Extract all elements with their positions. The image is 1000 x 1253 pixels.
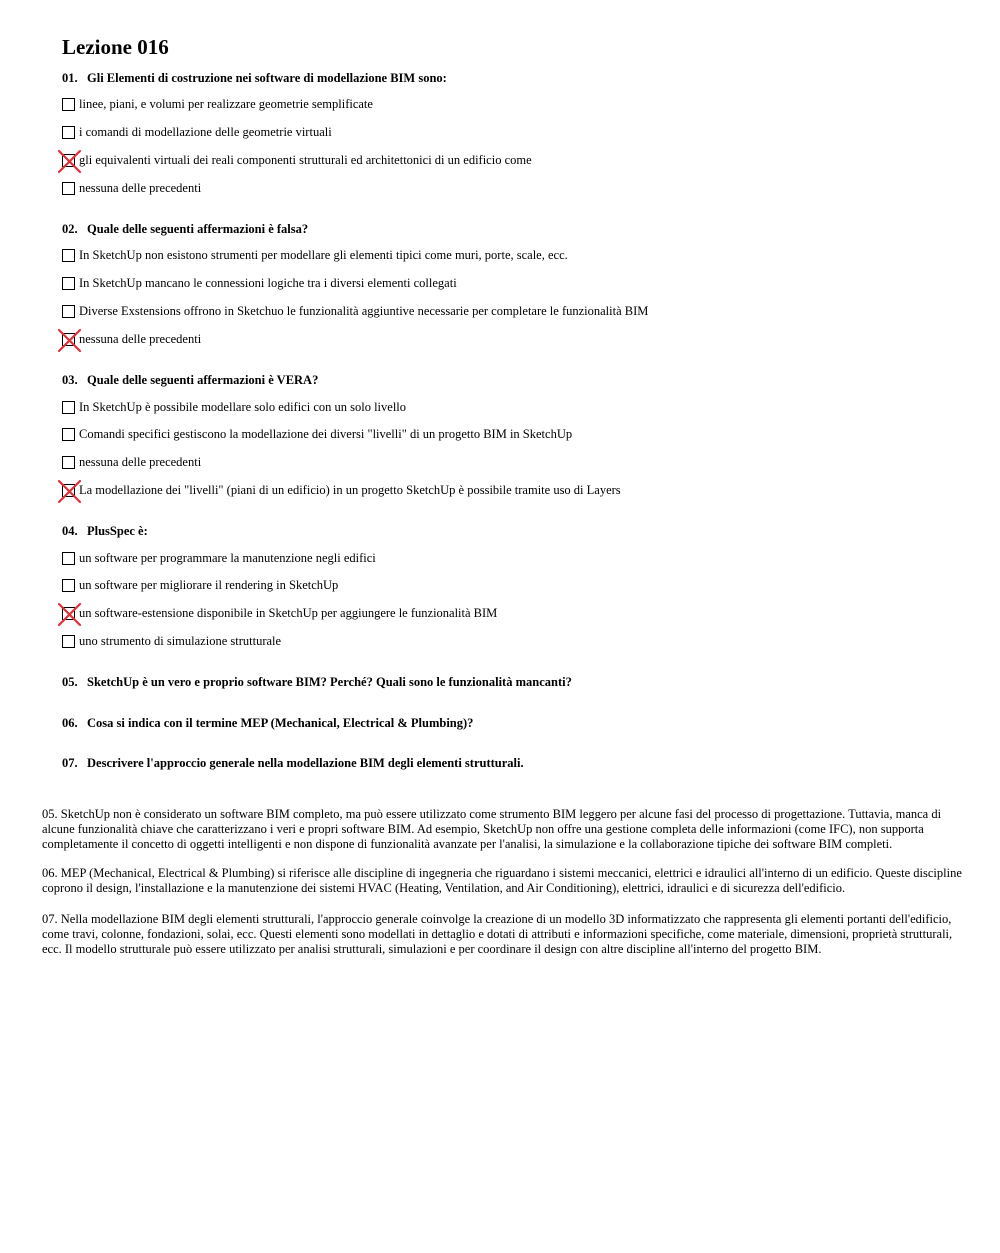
question-07 xyxy=(62,755,524,771)
check-x-icon xyxy=(57,602,82,627)
question-05 xyxy=(62,674,572,690)
option-label: i comandi di modellazione delle geometrie virtuali xyxy=(79,125,332,139)
option xyxy=(62,633,281,649)
option-label: nessuna delle precedenti xyxy=(79,455,202,469)
question-text: SketchUp è un vero e proprio software BIM? Perché? Quali sono le funzionalità mancanti? xyxy=(87,675,572,689)
checkbox[interactable] xyxy=(62,607,75,620)
option-label: Comandi specifici gestiscono la modellazione dei diversi "livelli" di un progetto BIM in SketchUp xyxy=(79,427,573,441)
question-number: 06. xyxy=(62,716,78,730)
option-label: La modellazione dei "livelli" (piani di un edificio) in un progetto SketchUp è possibile tramite uso di Layers xyxy=(79,483,621,497)
option xyxy=(62,331,201,347)
page-title: Lezione 016 xyxy=(62,35,169,59)
option xyxy=(62,454,201,470)
option xyxy=(62,247,568,263)
question-number: 07. xyxy=(62,756,78,770)
option xyxy=(62,180,201,196)
question-06 xyxy=(62,715,473,731)
question-number: 04. xyxy=(62,524,78,538)
answer-05: 05. SketchUp non è considerato un software BIM completo, ma può essere utilizzato come strumento BIM leggero per alcune fasi del processo di progettazione. Tuttavia, manca di alcune funzionalità chiave che caratterizzano i veri e propri software BIM. Ad esempio, SketchUp non offre una gestione completa delle informazioni (come IFC), non supporta completamente il concetto di oggetti intelligenti e non dispone di funzionalità avanzate per l'analisi, la simulazione e la collaborazione tipiche dei software BIM completi. xyxy=(42,807,942,852)
check-x-icon xyxy=(57,149,82,174)
option xyxy=(62,275,457,291)
option xyxy=(62,399,406,415)
option-label: In SketchUp non esistono strumenti per modellare gli elementi tipici come muri, porte, scale, ecc. xyxy=(79,248,568,262)
question-text: Gli Elementi di costruzione nei software di modellazione BIM sono: xyxy=(87,71,447,85)
question-number: 03. xyxy=(62,373,78,387)
checkbox[interactable] xyxy=(62,552,75,565)
option xyxy=(62,482,621,498)
question-text: Cosa si indica con il termine MEP (Mechanical, Electrical & Plumbing)? xyxy=(87,716,474,730)
question-number: 01. xyxy=(62,71,78,85)
option-label: nessuna delle precedenti xyxy=(79,181,202,195)
checkbox[interactable] xyxy=(62,154,75,167)
answer-06: 06. MEP (Mechanical, Electrical & Plumbing) si riferisce alle discipline di ingegneria che riguardano i sistemi meccanici, elettrici e idraulici all'interno di un edificio. Queste discipline coprono il design, l'installazione e la manutenzione dei sistemi HVAC (Heating, Ventilation, and Air Conditioning), elettrici, idraulici e di sicurezza dell'edificio. xyxy=(42,866,962,896)
option-label: In SketchUp è possibile modellare solo edifici con un solo livello xyxy=(79,400,407,414)
question-04 xyxy=(62,523,148,539)
question-01 xyxy=(62,70,447,86)
checkbox[interactable] xyxy=(62,456,75,469)
question-text: Quale delle seguenti affermazioni è falsa? xyxy=(87,222,309,236)
question-02 xyxy=(62,221,308,237)
option xyxy=(62,303,648,319)
question-text: PlusSpec è: xyxy=(87,524,148,538)
question-03 xyxy=(62,372,318,388)
option-label: gli equivalenti virtuali dei reali componenti strutturali ed architettonici di un edificio come xyxy=(79,153,532,167)
option xyxy=(62,577,338,593)
option xyxy=(62,96,373,112)
question-number: 02. xyxy=(62,222,78,236)
question-text: Descrivere l'approccio generale nella modellazione BIM degli elementi strutturali. xyxy=(87,756,524,770)
checkbox[interactable] xyxy=(62,401,75,414)
checkbox[interactable] xyxy=(62,579,75,592)
answer-07: 07. Nella modellazione BIM degli elementi strutturali, l'approccio generale coinvolge la creazione di un modello 3D informatizzato che rappresenta gli elementi portanti dell'edificio, come travi, colonne, fondazioni, solai, ecc. Questi elementi sono modellati in dettaglio e dotati di attributi e informazioni specifiche, come materiale, dimensioni, proprietà strutturali, ecc. Il modello strutturale può essere utilizzato per analisi strutturali, simulazioni e per coordinare il design con altre discipline all'interno del progetto BIM. xyxy=(42,912,953,957)
option-label: In SketchUp mancano le connessioni logiche tra i diversi elementi collegati xyxy=(79,276,457,290)
checkbox[interactable] xyxy=(62,98,75,111)
option xyxy=(62,550,376,566)
option-label: un software per programmare la manutenzione negli edifici xyxy=(79,551,376,565)
checkbox[interactable] xyxy=(62,277,75,290)
question-text: Quale delle seguenti affermazioni è VERA? xyxy=(87,373,319,387)
checkbox[interactable] xyxy=(62,428,75,441)
checkbox[interactable] xyxy=(62,182,75,195)
option xyxy=(62,152,532,168)
checkbox[interactable] xyxy=(62,305,75,318)
option xyxy=(62,124,332,140)
checkbox[interactable] xyxy=(62,126,75,139)
option-label: Diverse Exstensions offrono in Sketchuo le funzionalità aggiuntive necessarie per completare le funzionalità BIM xyxy=(79,304,649,318)
option-label: un software per migliorare il rendering in SketchUp xyxy=(79,578,339,592)
option-label: linee, piani, e volumi per realizzare geometrie semplificate xyxy=(79,97,373,111)
question-number: 05. xyxy=(62,675,78,689)
check-x-icon xyxy=(57,328,82,353)
option xyxy=(62,605,497,621)
option-label: nessuna delle precedenti xyxy=(79,332,202,346)
checkbox[interactable] xyxy=(62,249,75,262)
checkbox[interactable] xyxy=(62,333,75,346)
option-label: un software-estensione disponibile in SketchUp per aggiungere le funzionalità BIM xyxy=(79,606,498,620)
checkbox[interactable] xyxy=(62,484,75,497)
check-x-icon xyxy=(57,479,82,504)
checkbox[interactable] xyxy=(62,635,75,648)
option xyxy=(62,426,572,442)
option-label: uno strumento di simulazione strutturale xyxy=(79,634,282,648)
